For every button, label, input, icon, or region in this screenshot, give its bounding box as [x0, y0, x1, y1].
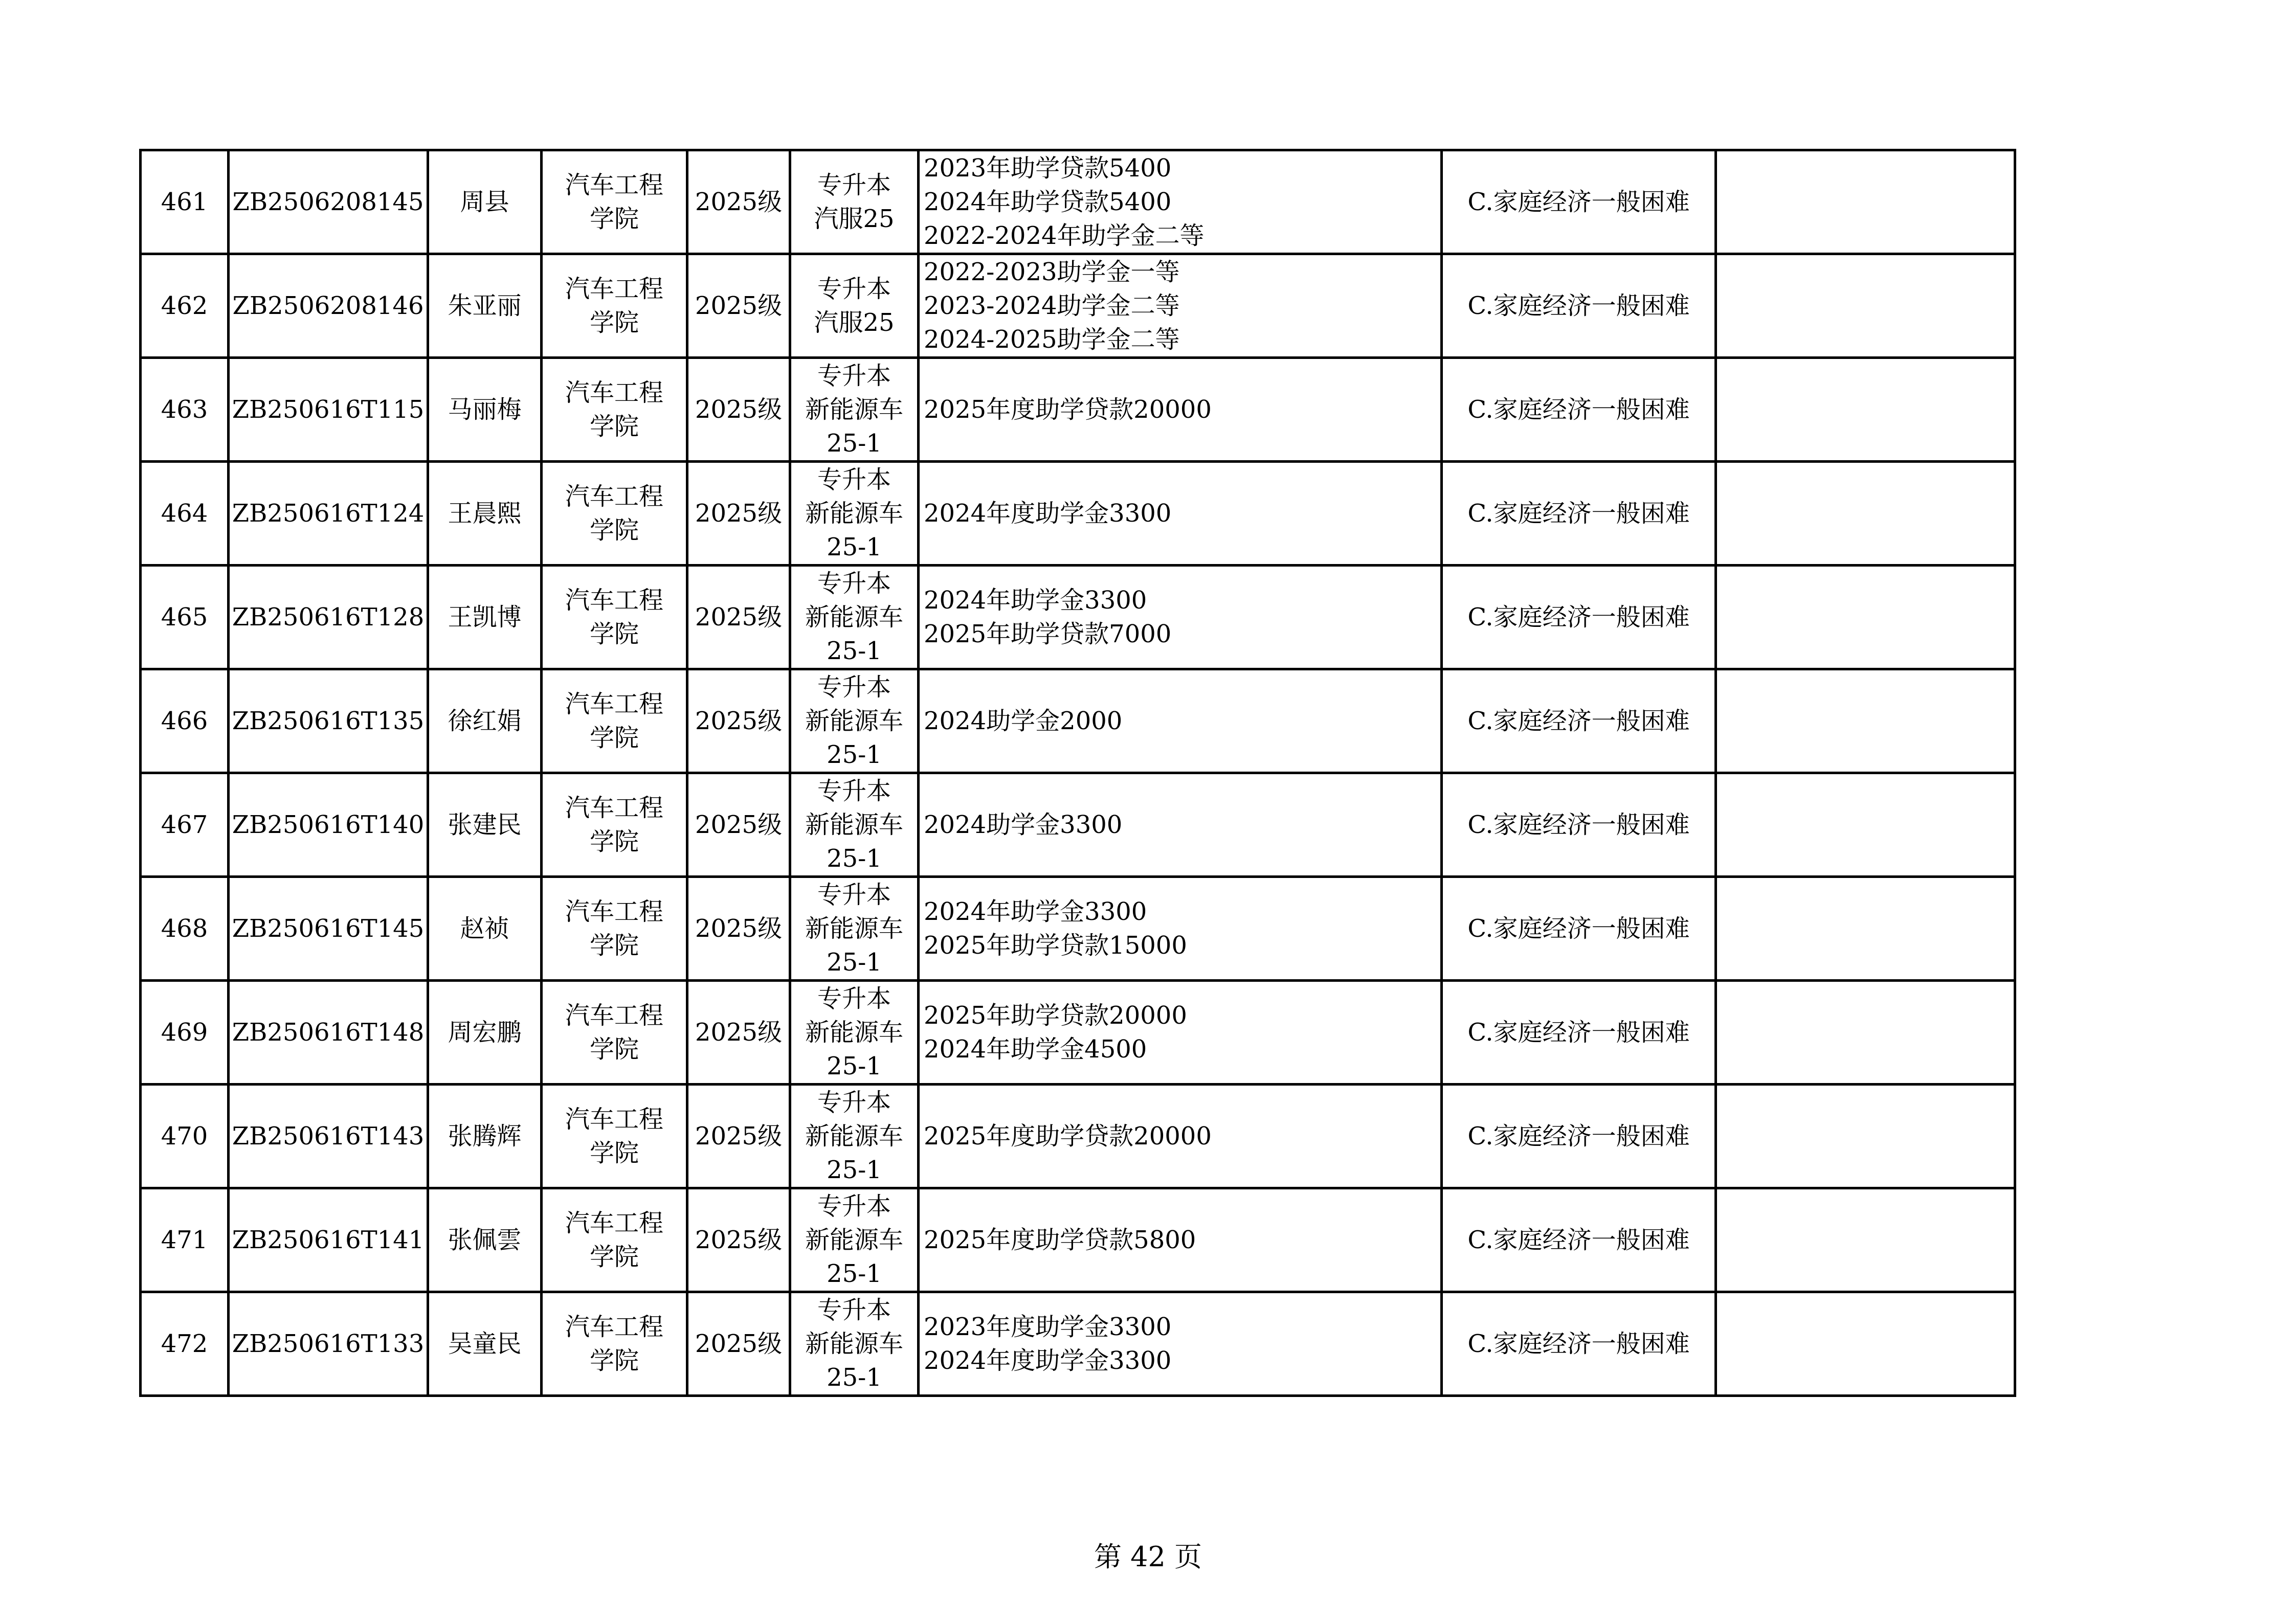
- aid-history-line: 2022-2024年助学金二等: [924, 221, 1205, 250]
- row-number-cell: 468: [141, 877, 229, 981]
- aid-history-line: 2025年助学贷款15000: [924, 931, 1187, 960]
- aid-history-cell: [919, 773, 1442, 877]
- class-cell: [790, 669, 919, 773]
- student-id-cell: ZB250616T143: [229, 1085, 428, 1188]
- class-cell: [790, 1188, 919, 1292]
- college-cell: [542, 981, 687, 1085]
- class-line: 专升本: [817, 1192, 891, 1221]
- aid-history-cell: [919, 1085, 1442, 1188]
- college-line: 学院: [589, 1346, 639, 1375]
- student-name-cell: 张建民: [428, 773, 542, 877]
- college-cell: [542, 1188, 687, 1292]
- grade-cell: 2025级: [687, 1188, 790, 1292]
- aid-history-line: 2024年助学贷款5400: [924, 188, 1172, 216]
- college-cell: [542, 773, 687, 877]
- aid-history-line: 2025年助学贷款20000: [924, 1001, 1187, 1030]
- table-body: [141, 150, 2015, 1396]
- difficulty-level-cell: C.家庭经济一般困难: [1442, 773, 1716, 877]
- college-cell: [542, 462, 687, 566]
- college-line: 学院: [589, 1139, 639, 1167]
- class-cell: [790, 254, 919, 358]
- remark-cell: [1716, 566, 2015, 669]
- student-aid-table: [139, 149, 2016, 1397]
- aid-history-cell: [919, 150, 1442, 254]
- student-name-cell: 张腾辉: [428, 1085, 542, 1188]
- class-cell: [790, 150, 919, 254]
- college-line: 汽车工程: [565, 586, 663, 615]
- aid-history-cell: [919, 981, 1442, 1085]
- remark-cell: [1716, 150, 2015, 254]
- college-line: 学院: [589, 827, 639, 856]
- student-id-cell: ZB2506208146: [229, 254, 428, 358]
- grade-cell: 2025级: [687, 254, 790, 358]
- aid-history-line: 2024年助学金3300: [924, 897, 1147, 926]
- difficulty-level-cell: C.家庭经济一般困难: [1442, 462, 1716, 566]
- row-number-cell: 467: [141, 773, 229, 877]
- table-row: [141, 773, 2015, 877]
- aid-history-line: 2024-2025助学金二等: [924, 325, 1180, 354]
- class-line: 新能源车: [805, 1329, 903, 1358]
- class-line: 25-1: [827, 533, 882, 561]
- student-id-cell: ZB250616T145: [229, 877, 428, 981]
- student-name-cell: 朱亚丽: [428, 254, 542, 358]
- college-cell: [542, 566, 687, 669]
- aid-history-line: 2023年助学贷款5400: [924, 154, 1172, 183]
- college-line: 学院: [589, 1243, 639, 1271]
- table-row: [141, 1188, 2015, 1292]
- student-name-cell: 王凯博: [428, 566, 542, 669]
- class-line: 专升本: [817, 1296, 891, 1324]
- class-line: 汽服25: [814, 308, 895, 337]
- college-cell: [542, 254, 687, 358]
- college-cell: [542, 877, 687, 981]
- class-cell: [790, 462, 919, 566]
- class-line: 25-1: [827, 429, 882, 458]
- class-line: 汽服25: [814, 205, 895, 233]
- row-number-cell: 466: [141, 669, 229, 773]
- aid-history-line: 2025年度助学贷款5800: [924, 1226, 1196, 1254]
- college-line: 汽车工程: [565, 171, 663, 199]
- student-name-cell: 周宏鹏: [428, 981, 542, 1085]
- college-line: 学院: [589, 516, 639, 545]
- remark-cell: [1716, 773, 2015, 877]
- aid-history-line: 2024年度助学金3300: [924, 499, 1172, 528]
- class-line: 新能源车: [805, 914, 903, 943]
- row-number-cell: 472: [141, 1292, 229, 1396]
- college-cell: [542, 150, 687, 254]
- college-line: 汽车工程: [565, 1313, 663, 1341]
- row-number-cell: 463: [141, 358, 229, 462]
- row-number-cell: 470: [141, 1085, 229, 1188]
- class-cell: [790, 358, 919, 462]
- row-number-cell: 461: [141, 150, 229, 254]
- remark-cell: [1716, 358, 2015, 462]
- aid-history-line: 2024年助学金4500: [924, 1035, 1147, 1064]
- class-line: 新能源车: [805, 707, 903, 735]
- college-cell: [542, 669, 687, 773]
- grade-cell: 2025级: [687, 877, 790, 981]
- table-row: [141, 669, 2015, 773]
- student-id-cell: ZB250616T128: [229, 566, 428, 669]
- grade-cell: 2025级: [687, 358, 790, 462]
- class-line: 新能源车: [805, 499, 903, 528]
- table-row: [141, 462, 2015, 566]
- aid-history-line: 2024助学金3300: [924, 810, 1123, 839]
- class-cell: [790, 981, 919, 1085]
- difficulty-level-cell: C.家庭经济一般困难: [1442, 566, 1716, 669]
- aid-history-cell: [919, 1188, 1442, 1292]
- remark-cell: [1716, 1292, 2015, 1396]
- class-line: 新能源车: [805, 1226, 903, 1254]
- college-line: 学院: [589, 412, 639, 441]
- page-number: 第 42 页: [1094, 1541, 1202, 1573]
- class-line: 新能源车: [805, 1122, 903, 1151]
- college-cell: [542, 1085, 687, 1188]
- student-id-cell: ZB250616T133: [229, 1292, 428, 1396]
- student-name-cell: 徐红娟: [428, 669, 542, 773]
- college-cell: [542, 1292, 687, 1396]
- aid-history-line: 2023-2024助学金二等: [924, 291, 1180, 320]
- aid-history-line: 2024助学金2000: [924, 707, 1123, 735]
- difficulty-level-cell: C.家庭经济一般困难: [1442, 358, 1716, 462]
- college-line: 汽车工程: [565, 794, 663, 822]
- remark-cell: [1716, 1085, 2015, 1188]
- table-row: [141, 254, 2015, 358]
- class-line: 25-1: [827, 1363, 882, 1392]
- difficulty-level-cell: C.家庭经济一般困难: [1442, 254, 1716, 358]
- student-id-cell: ZB250616T135: [229, 669, 428, 773]
- student-id-cell: ZB250616T148: [229, 981, 428, 1085]
- remark-cell: [1716, 1188, 2015, 1292]
- college-line: 汽车工程: [565, 1105, 663, 1134]
- class-line: 专升本: [817, 673, 891, 702]
- table-row: [141, 358, 2015, 462]
- aid-history-cell: [919, 1292, 1442, 1396]
- row-number-cell: 464: [141, 462, 229, 566]
- student-id-cell: ZB250616T124: [229, 462, 428, 566]
- difficulty-level-cell: C.家庭经济一般困难: [1442, 1085, 1716, 1188]
- class-line: 新能源车: [805, 1018, 903, 1047]
- difficulty-level-cell: C.家庭经济一般困难: [1442, 150, 1716, 254]
- grade-cell: 2025级: [687, 566, 790, 669]
- aid-history-line: 2025年助学贷款7000: [924, 620, 1172, 648]
- aid-history-cell: [919, 566, 1442, 669]
- table-row: [141, 566, 2015, 669]
- college-line: 汽车工程: [565, 482, 663, 511]
- student-id-cell: ZB250616T115: [229, 358, 428, 462]
- college-line: 学院: [589, 1035, 639, 1064]
- remark-cell: [1716, 254, 2015, 358]
- remark-cell: [1716, 877, 2015, 981]
- class-line: 新能源车: [805, 395, 903, 424]
- aid-history-line: 2024年助学金3300: [924, 586, 1147, 615]
- aid-history-cell: [919, 254, 1442, 358]
- class-line: 专升本: [817, 362, 891, 390]
- table-row: [141, 1292, 2015, 1396]
- class-line: 专升本: [817, 881, 891, 909]
- class-line: 专升本: [817, 171, 891, 199]
- class-cell: [790, 877, 919, 981]
- student-name-cell: 马丽梅: [428, 358, 542, 462]
- remark-cell: [1716, 981, 2015, 1085]
- difficulty-level-cell: C.家庭经济一般困难: [1442, 1188, 1716, 1292]
- student-id-cell: ZB250616T141: [229, 1188, 428, 1292]
- class-line: 新能源车: [805, 810, 903, 839]
- difficulty-level-cell: C.家庭经济一般困难: [1442, 877, 1716, 981]
- class-cell: [790, 1292, 919, 1396]
- class-cell: [790, 773, 919, 877]
- remark-cell: [1716, 462, 2015, 566]
- grade-cell: 2025级: [687, 773, 790, 877]
- college-line: 学院: [589, 931, 639, 960]
- row-number-cell: 471: [141, 1188, 229, 1292]
- difficulty-level-cell: C.家庭经济一般困难: [1442, 981, 1716, 1085]
- aid-history-cell: [919, 462, 1442, 566]
- difficulty-level-cell: C.家庭经济一般困难: [1442, 1292, 1716, 1396]
- college-line: 汽车工程: [565, 275, 663, 303]
- remark-cell: [1716, 669, 2015, 773]
- difficulty-level-cell: C.家庭经济一般困难: [1442, 669, 1716, 773]
- student-id-cell: ZB2506208145: [229, 150, 428, 254]
- college-line: 学院: [589, 308, 639, 337]
- aid-history-line: 2025年度助学贷款20000: [924, 395, 1212, 424]
- class-line: 25-1: [827, 844, 882, 873]
- grade-cell: 2025级: [687, 150, 790, 254]
- class-line: 专升本: [817, 984, 891, 1013]
- student-name-cell: 周县: [428, 150, 542, 254]
- class-line: 专升本: [817, 275, 891, 303]
- table-row: [141, 1085, 2015, 1188]
- class-cell: [790, 566, 919, 669]
- grade-cell: 2025级: [687, 462, 790, 566]
- grade-cell: 2025级: [687, 1085, 790, 1188]
- aid-history-line: 2025年度助学贷款20000: [924, 1122, 1212, 1151]
- class-line: 专升本: [817, 569, 891, 598]
- student-name-cell: 张佩雲: [428, 1188, 542, 1292]
- college-line: 汽车工程: [565, 690, 663, 718]
- aid-history-line: 2022-2023助学金一等: [924, 258, 1180, 286]
- row-number-cell: 465: [141, 566, 229, 669]
- grade-cell: 2025级: [687, 1292, 790, 1396]
- college-line: 汽车工程: [565, 1001, 663, 1030]
- class-line: 25-1: [827, 948, 882, 977]
- class-line: 25-1: [827, 1259, 882, 1288]
- student-id-cell: ZB250616T140: [229, 773, 428, 877]
- class-line: 专升本: [817, 777, 891, 805]
- row-number-cell: 469: [141, 981, 229, 1085]
- aid-history-cell: [919, 358, 1442, 462]
- college-cell: [542, 358, 687, 462]
- college-line: 学院: [589, 724, 639, 752]
- college-line: 汽车工程: [565, 1209, 663, 1237]
- grade-cell: 2025级: [687, 669, 790, 773]
- college-line: 学院: [589, 205, 639, 233]
- table-row: [141, 150, 2015, 254]
- grade-cell: 2025级: [687, 981, 790, 1085]
- table-row: [141, 981, 2015, 1085]
- class-line: 专升本: [817, 465, 891, 494]
- class-line: 25-1: [827, 1156, 882, 1184]
- aid-history-cell: [919, 669, 1442, 773]
- class-line: 25-1: [827, 740, 882, 769]
- aid-history-cell: [919, 877, 1442, 981]
- row-number-cell: 462: [141, 254, 229, 358]
- table-row: [141, 877, 2015, 981]
- class-line: 新能源车: [805, 603, 903, 632]
- aid-history-line: 2024年度助学金3300: [924, 1346, 1172, 1375]
- student-name-cell: 吴童民: [428, 1292, 542, 1396]
- student-name-cell: 赵祯: [428, 877, 542, 981]
- class-line: 25-1: [827, 637, 882, 665]
- college-line: 汽车工程: [565, 897, 663, 926]
- student-name-cell: 王晨熙: [428, 462, 542, 566]
- college-line: 学院: [589, 620, 639, 648]
- college-line: 汽车工程: [565, 378, 663, 407]
- class-line: 25-1: [827, 1052, 882, 1080]
- class-line: 专升本: [817, 1088, 891, 1117]
- class-cell: [790, 1085, 919, 1188]
- aid-history-line: 2023年度助学金3300: [924, 1313, 1172, 1341]
